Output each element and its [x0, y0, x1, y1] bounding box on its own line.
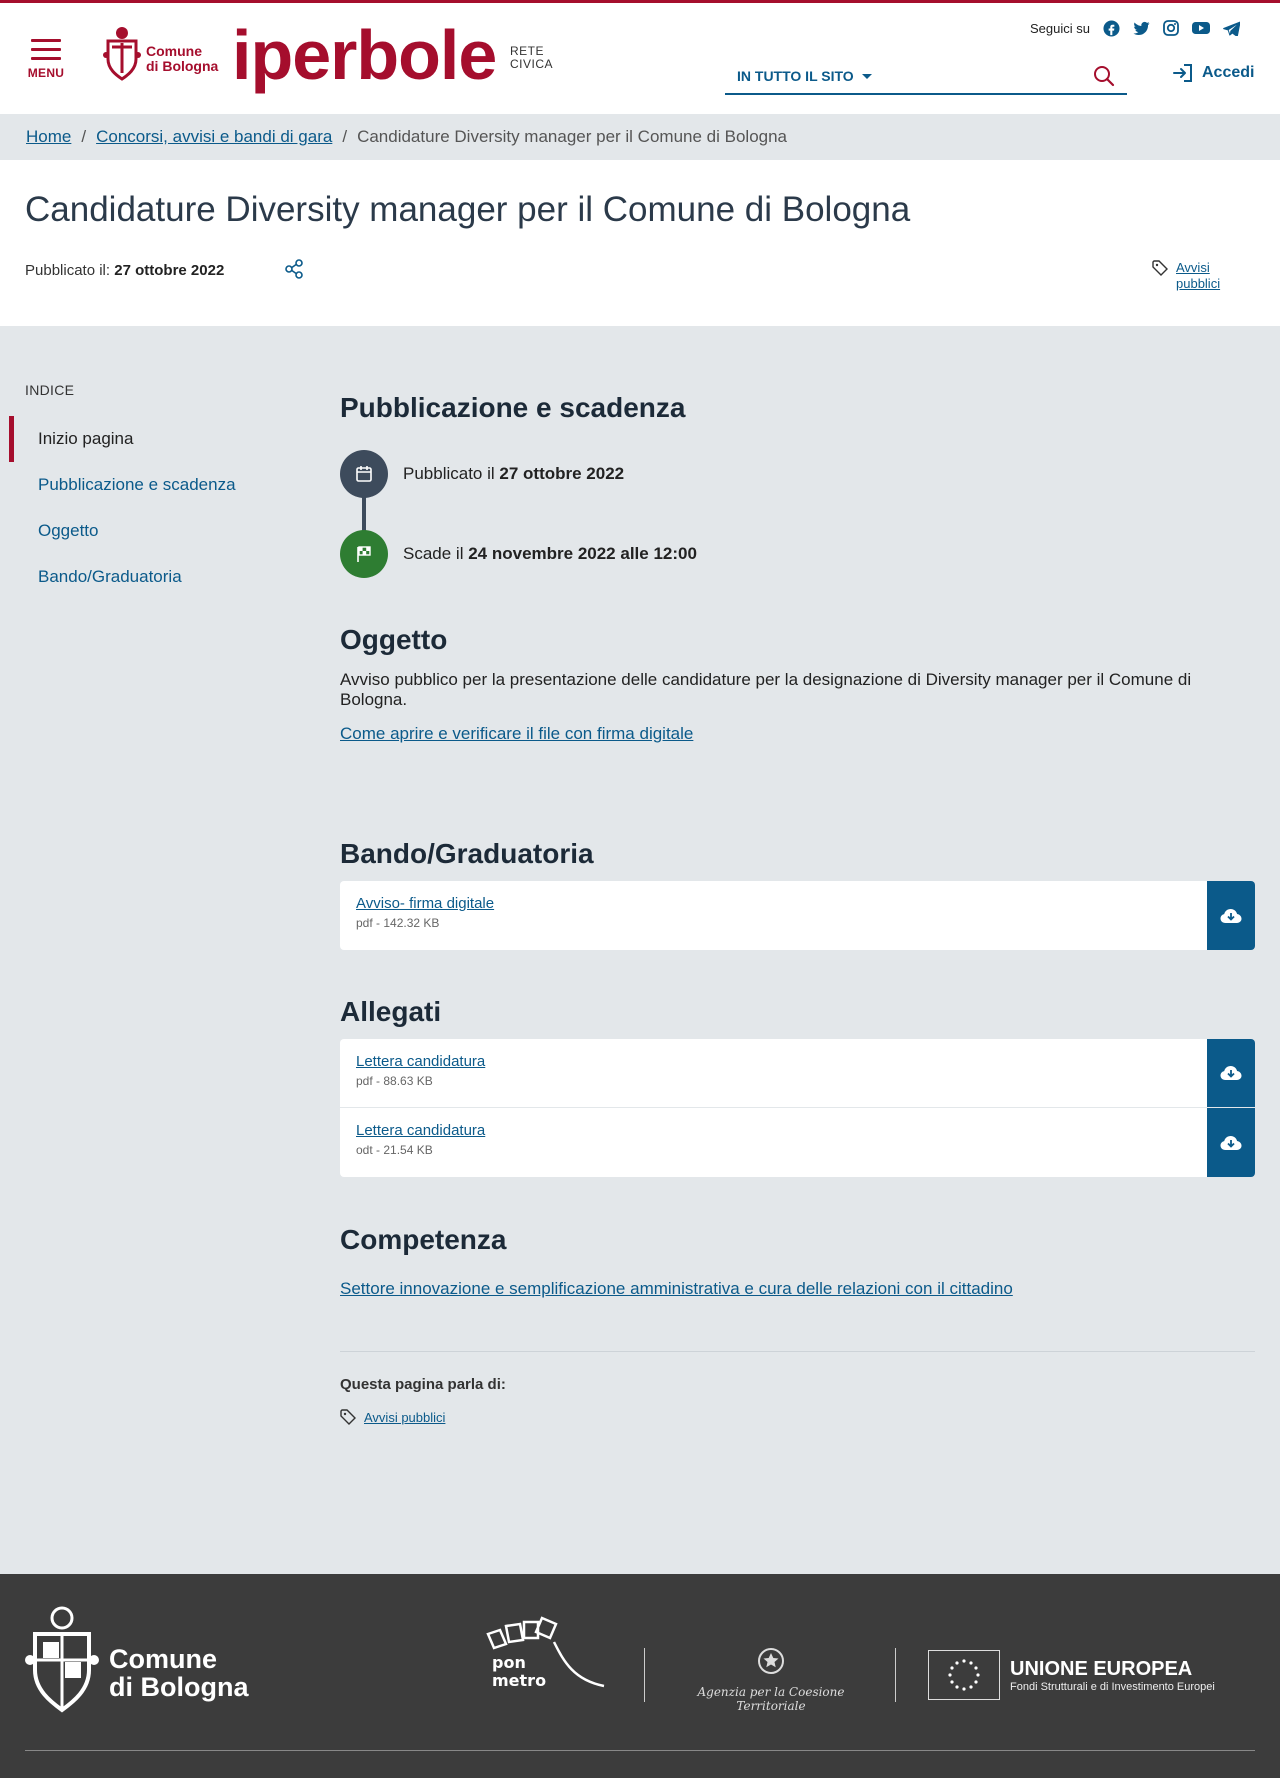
- site-footer: [0, 1574, 1280, 1778]
- published-date-value: 27 ottobre 2022: [499, 464, 625, 483]
- breadcrumb-separator: /: [81, 127, 87, 146]
- file-row: [340, 1108, 1255, 1177]
- ue-logo[interactable]: [928, 1650, 1215, 1700]
- main-content: [0, 326, 1280, 1574]
- share-icon[interactable]: [283, 258, 305, 280]
- pub-heading: Pubblicazione e scadenza: [340, 392, 686, 423]
- emblem-icon: [756, 1646, 786, 1676]
- rete-line1: RETE: [510, 44, 545, 58]
- hamburger-icon: [26, 39, 66, 60]
- cloud-download-icon: [1220, 1135, 1242, 1151]
- iperbole-logo[interactable]: iperbole: [232, 16, 497, 94]
- footer-separator: [644, 1648, 645, 1702]
- footer-comune-logo[interactable]: [25, 1604, 248, 1720]
- youtube-icon[interactable]: [1192, 19, 1210, 37]
- twitter-icon[interactable]: [1132, 19, 1150, 37]
- search-icon[interactable]: [1093, 65, 1115, 87]
- title-area: [0, 160, 1280, 326]
- tag-top: [1152, 260, 1226, 292]
- oggetto-text: Avviso pubblico per la presentazione delle candidature per la designazione di Diversity manager per il Comune di Bologna.: [340, 670, 1192, 709]
- file-link[interactable]: Lettera candidatura: [356, 1122, 486, 1139]
- expires-text: [403, 544, 697, 564]
- file-link[interactable]: Avviso- firma digitale: [356, 895, 495, 912]
- instagram-icon[interactable]: [1162, 19, 1180, 37]
- download-button[interactable]: [1207, 1039, 1255, 1107]
- index-title: INDICE: [25, 382, 75, 398]
- ue-title: UNIONE EUROPEA: [1010, 1657, 1193, 1680]
- bando-heading: Bando/Graduatoria: [340, 838, 594, 869]
- rete-line2: CIVICA: [510, 57, 554, 71]
- eu-flag-icon: [928, 1650, 1000, 1700]
- file-meta: odt - 21.54 KB: [356, 1143, 433, 1157]
- footer-separator: [895, 1648, 896, 1702]
- timeline: [340, 450, 697, 610]
- firma-digitale-link[interactable]: Come aprire e verificare il file con firma digitale: [340, 724, 694, 743]
- menu-button[interactable]: [26, 39, 66, 80]
- footer-comune-line1: Comune: [109, 1644, 217, 1674]
- menu-label: MENU: [27, 66, 65, 80]
- tag-bottom: [340, 1409, 445, 1425]
- search-bar[interactable]: [725, 59, 1127, 95]
- file-meta: pdf - 142.32 KB: [356, 916, 440, 930]
- breadcrumb-current: Candidature Diversity manager per il Comune di Bologna: [357, 127, 788, 146]
- competenza-heading: Competenza: [340, 1224, 507, 1255]
- published-date: 27 ottobre 2022: [114, 262, 225, 279]
- download-button[interactable]: [1207, 881, 1255, 950]
- pon-metro-logo[interactable]: [484, 1612, 608, 1701]
- expires-prefix: Scade il: [403, 544, 464, 563]
- file-link[interactable]: Lettera candidatura: [356, 1053, 486, 1070]
- seguici-label: Seguici su: [1030, 20, 1090, 36]
- file-row: [340, 1039, 1255, 1108]
- breadcrumb-concorsi[interactable]: Concorsi, avvisi e bandi di gara: [96, 127, 333, 146]
- breadcrumb: [0, 114, 1280, 160]
- tag-avvisi-pubblici-link[interactable]: [1176, 260, 1226, 292]
- index-item-oggetto[interactable]: Oggetto: [38, 521, 99, 540]
- search-scope-label: IN TUTTO IL SITO: [737, 68, 854, 84]
- footer-comune-line2: di Bologna: [109, 1672, 249, 1702]
- comune-logo[interactable]: [102, 25, 218, 83]
- caret-down-icon: [862, 74, 872, 79]
- timeline-published: [340, 450, 697, 530]
- index-item-pubblicazione[interactable]: Pubblicazione e scadenza: [38, 475, 236, 494]
- pon-text-line1: pon: [492, 1653, 526, 1672]
- rete-civica-label: [510, 45, 553, 71]
- index-item-bando[interactable]: Bando/Graduatoria: [38, 567, 182, 586]
- crest-icon: [102, 25, 142, 83]
- login-icon: [1172, 63, 1194, 83]
- timeline-expires: [340, 530, 697, 610]
- expires-date-value: 24 novembre 2022 alle 12:00: [468, 544, 697, 563]
- ue-subtitle: Fondi Strutturali e di Investimento Europei: [1010, 1680, 1215, 1693]
- search-scope-dropdown[interactable]: [737, 68, 872, 84]
- cloud-download-icon: [1220, 908, 1242, 924]
- allegati-file-list: [340, 1039, 1255, 1177]
- file-row: [340, 881, 1255, 950]
- published-label: Pubblicato il:: [25, 262, 111, 279]
- download-button[interactable]: [1207, 1108, 1255, 1177]
- telegram-icon[interactable]: [1222, 19, 1240, 37]
- oggetto-heading: Oggetto: [340, 624, 448, 655]
- tag-avvisi-pubblici-bottom-link[interactable]: Avvisi pubblici: [364, 1409, 446, 1425]
- comune-line1: Comune: [146, 43, 202, 59]
- timeline-connector: [362, 496, 366, 532]
- comune-line2: di Bologna: [146, 58, 219, 74]
- competenza-link[interactable]: Settore innovazione e semplificazione amministrativa e cura delle relazioni con il cittadino: [340, 1279, 1013, 1298]
- agenzia-text: Agenzia per la Coesione Territoriale: [697, 1685, 845, 1713]
- pon-text-line2: metro: [492, 1671, 547, 1690]
- divider: [340, 1351, 1255, 1352]
- index-item-inizio[interactable]: Inizio pagina: [9, 416, 269, 462]
- checkered-flag-icon: [340, 530, 388, 578]
- facebook-icon[interactable]: [1102, 19, 1120, 37]
- published-line: [25, 262, 224, 279]
- tag-top-line2: pubblici: [1176, 276, 1221, 291]
- login-label: Accedi: [1202, 64, 1255, 81]
- index-nav: [9, 416, 269, 600]
- tag-icon: [340, 1409, 358, 1425]
- cloud-download-icon: [1220, 1065, 1242, 1081]
- tag-top-line1: Avvisi: [1176, 260, 1210, 275]
- allegati-heading: Allegati: [340, 996, 442, 1027]
- bando-file-list: [340, 881, 1255, 950]
- page-title: Candidature Diversity manager per il Comune di Bologna: [25, 190, 911, 229]
- footer-divider: [25, 1750, 1255, 1751]
- breadcrumb-home[interactable]: Home: [26, 127, 72, 146]
- login-button[interactable]: [1172, 63, 1254, 83]
- site-header: [0, 0, 1280, 114]
- published-text: [403, 464, 624, 484]
- tag-icon: [1152, 260, 1170, 276]
- calendar-icon: [340, 450, 388, 498]
- parla-di-label: Questa pagina parla di:: [340, 1376, 506, 1393]
- social-bar: [1030, 19, 1240, 37]
- agenzia-logo[interactable]: [676, 1646, 866, 1713]
- published-prefix: Pubblicato il: [403, 464, 495, 483]
- crest-icon: [25, 1604, 99, 1720]
- file-meta: pdf - 88.63 KB: [356, 1074, 433, 1088]
- breadcrumb-separator: /: [342, 127, 348, 146]
